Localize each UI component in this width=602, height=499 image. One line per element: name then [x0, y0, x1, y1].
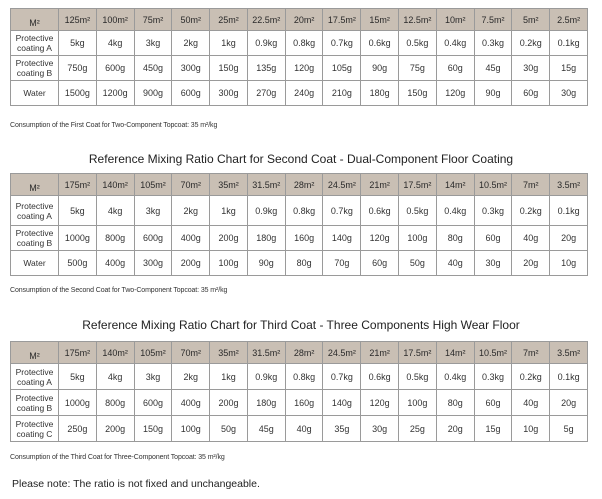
table-cell: 0.6kg [361, 196, 399, 226]
table-cell: 900g [134, 81, 172, 106]
header-row [11, 342, 588, 364]
area-header: 14m² [436, 342, 474, 364]
table-cell: 600g [172, 81, 210, 106]
table-cell: 0.4kg [436, 364, 474, 390]
row-label-line: coating A [17, 376, 52, 387]
area-header: 175m² [59, 174, 97, 196]
row-label-line: Protective [15, 58, 54, 68]
table-cell: 40g [436, 251, 474, 276]
table-cell: 90g [361, 56, 399, 81]
row-label-line: coating C [16, 428, 53, 439]
area-header: 3.5m² [550, 174, 588, 196]
table-cell: 140g [323, 390, 361, 416]
row-label-line: Water [23, 88, 46, 98]
row-label-line: Protective [15, 33, 54, 43]
table-cell: 0.8kg [285, 364, 323, 390]
table-cell: 50g [399, 251, 437, 276]
table-cell: 0.1kg [550, 364, 588, 390]
table-cell: 25g [399, 416, 437, 442]
table-cell: 750g [59, 56, 97, 81]
table-cell: 1000g [59, 390, 97, 416]
table-cell: 90g [474, 81, 512, 106]
row-label-line: Protective [15, 200, 54, 211]
table-cell: 40g [512, 226, 550, 251]
table-cell: 270g [247, 81, 285, 106]
disclaimer-note: Please note: The ratio is not fixed and unchangeable. [12, 478, 260, 490]
area-header: 35m² [210, 174, 248, 196]
table-cell: 105g [323, 56, 361, 81]
area-header: 175m² [59, 342, 97, 364]
header-row [11, 9, 588, 31]
area-header: 75m² [134, 9, 172, 31]
table-cell: 600g [134, 226, 172, 251]
table-cell: 0.9kg [247, 31, 285, 56]
area-header: 105m² [134, 174, 172, 196]
area-header: 140m² [96, 342, 134, 364]
row-label-line: coating B [16, 238, 53, 248]
area-header: 17.5m² [399, 174, 437, 196]
row-label-line: Protective [15, 228, 54, 238]
table-cell: 4kg [96, 196, 134, 226]
area-header: 70m² [172, 342, 210, 364]
row-label-line: Protective [15, 392, 54, 403]
table-row [11, 196, 588, 226]
area-header: 125m² [59, 9, 97, 31]
table-cell: 180g [247, 226, 285, 251]
row-label-line: Water [23, 258, 46, 268]
area-header: 20m² [285, 9, 323, 31]
row-label-line: coating A [17, 43, 52, 53]
row-label-line: coating B [16, 402, 53, 413]
table-cell: 140g [323, 226, 361, 251]
area-header: 7m² [512, 342, 550, 364]
table-cell: 45g [247, 416, 285, 442]
table-cell: 0.5kg [399, 364, 437, 390]
table-cell: 150g [134, 416, 172, 442]
table-cell: 15g [550, 56, 588, 81]
table-cell: 180g [247, 390, 285, 416]
area-header: 140m² [96, 174, 134, 196]
area-header: 10m² [436, 9, 474, 31]
area-unit-header: M² [11, 342, 59, 364]
table-cell: 45g [474, 56, 512, 81]
table-cell: 150g [399, 81, 437, 106]
table-row [11, 390, 588, 416]
table-cell: 2kg [172, 364, 210, 390]
table-cell: 3kg [134, 196, 172, 226]
table-cell: 0.3kg [474, 31, 512, 56]
row-label [11, 226, 59, 251]
table-cell: 1kg [210, 364, 248, 390]
table-cell: 0.5kg [399, 196, 437, 226]
row-label [11, 196, 59, 226]
table-cell: 1500g [59, 81, 97, 106]
table-row [11, 364, 588, 390]
table-cell: 150g [210, 56, 248, 81]
table-cell: 0.2kg [512, 31, 550, 56]
third-coat-consumption-note: Consumption of the Third Coat for Three-Component Topcoat: 35 m²/kg [10, 454, 225, 461]
row-label [11, 390, 59, 416]
table-cell: 800g [96, 226, 134, 251]
area-unit-header: M² [11, 174, 59, 196]
table-cell: 1kg [210, 196, 248, 226]
table-cell: 70g [323, 251, 361, 276]
table-cell: 200g [96, 416, 134, 442]
table-cell: 0.1kg [550, 31, 588, 56]
table-cell: 60g [474, 226, 512, 251]
area-header: 25m² [210, 9, 248, 31]
table-row [11, 81, 588, 106]
table-cell: 2kg [172, 31, 210, 56]
table-cell: 200g [172, 251, 210, 276]
table-cell: 120g [285, 56, 323, 81]
second-coat-title: Reference Mixing Ratio Chart for Second Coat - Dual-Component Floor Coating [88, 152, 514, 166]
table-cell: 15g [474, 416, 512, 442]
row-label-line: coating B [16, 68, 53, 78]
area-header: 21m² [361, 342, 399, 364]
table-cell: 75g [399, 56, 437, 81]
area-header: 3.5m² [550, 342, 588, 364]
table-cell: 450g [134, 56, 172, 81]
area-header: 14m² [436, 174, 474, 196]
table-cell: 120g [436, 81, 474, 106]
row-label [11, 31, 59, 56]
area-header: 10.5m² [474, 174, 512, 196]
row-label-line: Protective [15, 366, 54, 377]
table-cell: 0.8kg [285, 196, 323, 226]
area-header: 31.5m² [247, 174, 285, 196]
table-cell: 0.9kg [247, 196, 285, 226]
table-cell: 3kg [134, 31, 172, 56]
area-header: 10.5m² [474, 342, 512, 364]
table-cell: 60g [436, 56, 474, 81]
area-header: 50m² [172, 9, 210, 31]
third-coat-title: Reference Mixing Ratio Chart for Third Coat - Three Components High Wear Floor [82, 318, 520, 332]
table-cell: 160g [285, 226, 323, 251]
table-cell: 10g [512, 416, 550, 442]
table-cell: 20g [550, 226, 588, 251]
row-label [11, 251, 59, 276]
table-cell: 250g [59, 416, 97, 442]
area-header: 2.5m² [550, 9, 588, 31]
mixing-table-first-coat [10, 8, 588, 106]
table-cell: 500g [59, 251, 97, 276]
table-cell: 80g [436, 226, 474, 251]
table-cell: 0.3kg [474, 196, 512, 226]
table-cell: 0.2kg [512, 364, 550, 390]
table-cell: 100g [210, 251, 248, 276]
table-cell: 0.8kg [285, 31, 323, 56]
table-cell: 30g [550, 81, 588, 106]
area-header: 35m² [210, 342, 248, 364]
table-cell: 200g [210, 390, 248, 416]
row-label-line: coating A [17, 210, 52, 221]
table-cell: 0.7kg [323, 364, 361, 390]
table-cell: 0.2kg [512, 196, 550, 226]
table-cell: 35g [323, 416, 361, 442]
table-cell: 300g [134, 251, 172, 276]
area-header: 5m² [512, 9, 550, 31]
table-cell: 5kg [59, 31, 97, 56]
table-row [11, 31, 588, 56]
table-cell: 60g [361, 251, 399, 276]
table-cell: 50g [210, 416, 248, 442]
table-cell: 60g [512, 81, 550, 106]
area-header: 105m² [134, 342, 172, 364]
mixing-table-second-coat [10, 173, 588, 276]
table-cell: 5kg [59, 196, 97, 226]
table-row [11, 226, 588, 251]
area-header: 24.5m² [323, 342, 361, 364]
table-cell: 10g [550, 251, 588, 276]
area-header: 7m² [512, 174, 550, 196]
area-header: 22.5m² [247, 9, 285, 31]
table-cell: 180g [361, 81, 399, 106]
table-cell: 1kg [210, 31, 248, 56]
table-cell: 20g [512, 251, 550, 276]
table-cell: 2kg [172, 196, 210, 226]
table-cell: 0.6kg [361, 31, 399, 56]
table-cell: 20g [550, 390, 588, 416]
table-cell: 0.6kg [361, 364, 399, 390]
area-header: 70m² [172, 174, 210, 196]
area-header: 28m² [285, 342, 323, 364]
table-cell: 800g [96, 390, 134, 416]
table-cell: 30g [474, 251, 512, 276]
table-cell: 4kg [96, 364, 134, 390]
table-row [11, 56, 588, 81]
table-cell: 0.3kg [474, 364, 512, 390]
table-cell: 160g [285, 390, 323, 416]
table-cell: 300g [210, 81, 248, 106]
table-cell: 0.4kg [436, 196, 474, 226]
table-cell: 400g [172, 390, 210, 416]
table-cell: 0.4kg [436, 31, 474, 56]
table-cell: 20g [436, 416, 474, 442]
row-label [11, 416, 59, 442]
row-label-line: Protective [15, 418, 54, 429]
table-cell: 300g [172, 56, 210, 81]
table-cell: 1000g [59, 226, 97, 251]
area-header: 28m² [285, 174, 323, 196]
table-cell: 80g [285, 251, 323, 276]
table-cell: 135g [247, 56, 285, 81]
table-cell: 0.7kg [323, 196, 361, 226]
table-row [11, 251, 588, 276]
table-cell: 60g [474, 390, 512, 416]
table-cell: 3kg [134, 364, 172, 390]
table-cell: 5kg [59, 364, 97, 390]
table-cell: 120g [361, 226, 399, 251]
area-header: 17.5m² [399, 342, 437, 364]
table-cell: 120g [361, 390, 399, 416]
table-cell: 0.7kg [323, 31, 361, 56]
table-cell: 400g [172, 226, 210, 251]
header-row [11, 174, 588, 196]
table-cell: 240g [285, 81, 323, 106]
row-label [11, 364, 59, 390]
table-row [11, 416, 588, 442]
table-cell: 200g [210, 226, 248, 251]
table-cell: 0.1kg [550, 196, 588, 226]
area-header: 7.5m² [474, 9, 512, 31]
table-cell: 30g [361, 416, 399, 442]
mixing-table-third-coat [10, 341, 588, 442]
table-cell: 4kg [96, 31, 134, 56]
area-header: 12.5m² [399, 9, 437, 31]
table-cell: 40g [512, 390, 550, 416]
table-cell: 600g [134, 390, 172, 416]
table-cell: 80g [436, 390, 474, 416]
first-coat-consumption-note: Consumption of the First Coat for Two-Component Topcoat: 35 m²/kg [10, 122, 218, 129]
table-cell: 400g [96, 251, 134, 276]
area-header: 21m² [361, 174, 399, 196]
row-label [11, 81, 59, 106]
area-header: 100m² [96, 9, 134, 31]
table-cell: 600g [96, 56, 134, 81]
table-cell: 0.5kg [399, 31, 437, 56]
table-cell: 40g [285, 416, 323, 442]
table-cell: 210g [323, 81, 361, 106]
second-coat-consumption-note: Consumption of the Second Coat for Two-Component Topcoat: 35 m²/kg [10, 287, 228, 294]
area-unit-header: M² [11, 9, 59, 31]
area-header: 17.5m² [323, 9, 361, 31]
table-cell: 100g [172, 416, 210, 442]
area-header: 15m² [361, 9, 399, 31]
table-cell: 5g [550, 416, 588, 442]
table-cell: 90g [247, 251, 285, 276]
row-label [11, 56, 59, 81]
table-cell: 0.9kg [247, 364, 285, 390]
area-header: 24.5m² [323, 174, 361, 196]
area-header: 31.5m² [247, 342, 285, 364]
table-cell: 1200g [96, 81, 134, 106]
table-cell: 100g [399, 226, 437, 251]
table-cell: 100g [399, 390, 437, 416]
table-cell: 30g [512, 56, 550, 81]
